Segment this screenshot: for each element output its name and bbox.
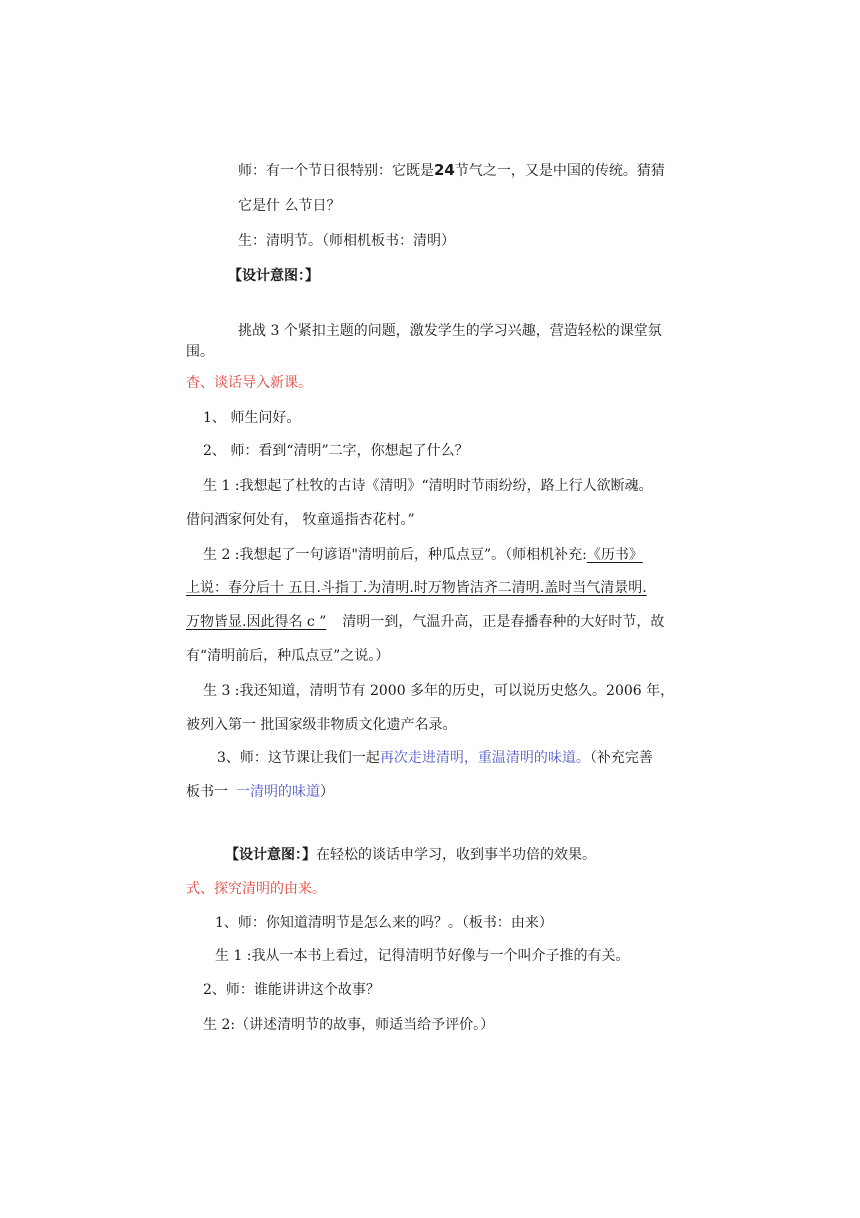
design-intent-label: 【设计意图：】 [225,847,316,863]
paragraph-line [186,612,664,632]
paragraph-line: 有“清明前后，种瓜点豆”之说。） [186,648,390,664]
paragraph-line: 它是什 么节日？ [238,198,341,214]
underlined-span: 万物皆显.因此得名 c ” [186,614,327,630]
section-heading: 杳、谈话导入新课。 [186,375,312,391]
text-span: 节气之一，又是中国的传统。猜猜 [454,163,665,179]
text-span: 师：有一个节日很特别：它既是 [238,163,434,179]
paragraph-line [238,160,665,180]
paragraph-line: 生：清明节。（师相机板书：清明） [238,233,455,249]
paragraph-line [217,748,653,768]
underlined-line: 上说：春分后十 五日.斗指丁.为清明.时万物皆洁齐二清明.盖时当气清景明. [186,580,647,596]
text-span: 3、师：这节课让我们一起 [217,750,380,766]
text-span: 在轻松的谈话申学习，收到事半功倍的效果。 [316,847,596,863]
paragraph-line: 生 1 :我想起了杜牧的古诗《清明》“清明时节雨纷纷，路上行人欲断魂。 [203,478,653,494]
text-span: 生 2 :我想起了一句谚语"清明前后，种瓜点豆”。（师相机补充: [203,547,587,563]
blue-span: 一清明的味道 [236,784,320,800]
text-span: 板书一 [186,784,228,800]
design-intent-label: 【设计意图：】 [228,268,319,284]
list-item: 2、师：谁能讲讲这个故事？ [203,982,380,998]
paragraph-line: 挑战 3 个紧扣主题的问题，激发学生的学习兴趣，营造轻松的课堂氛 [238,323,662,339]
list-item: 2、 师：看到“清明”二字，你想起了什么？ [203,443,469,459]
paragraph-line [203,545,643,565]
paragraph-line: 被列入第一 批国家级非物质文化遗产名录。 [186,717,457,733]
list-item: 1、 师生问好。 [203,410,301,426]
text-span: （补充完善 [589,750,653,766]
paragraph-line: 生 2:（讲述清明节的故事，师适当给予评价。） [203,1017,495,1033]
paragraph-line: 生 1 :我从一本书上看过，记得清明节好像与一个叫介子推的有关。 [215,948,630,964]
paragraph-line: 借问酒家何处有， 牧童遥指杏花村。” [186,512,415,528]
text-span: ） [320,784,334,800]
blue-span: 再次走进清明，重温清明的味道。 [379,750,590,766]
number-24: 24 [434,161,455,179]
list-item: 1、师：你知道清明节是怎么来的吗？。（板书：由来） [215,915,553,931]
underlined-span: 《历书》 [586,547,643,563]
paragraph-line [225,845,596,865]
paragraph-line: 围。 [186,344,214,360]
paragraph-line [186,782,334,802]
section-heading: 式、探究清明的由来。 [186,881,326,897]
paragraph-line: 生 3 :我还知道，清明节有 2000 多年的历史，可以说历史悠久。2006 年， [203,683,675,699]
text-span: 清明一到，气温升高，正是春播春种的大好时节，故 [342,614,665,630]
